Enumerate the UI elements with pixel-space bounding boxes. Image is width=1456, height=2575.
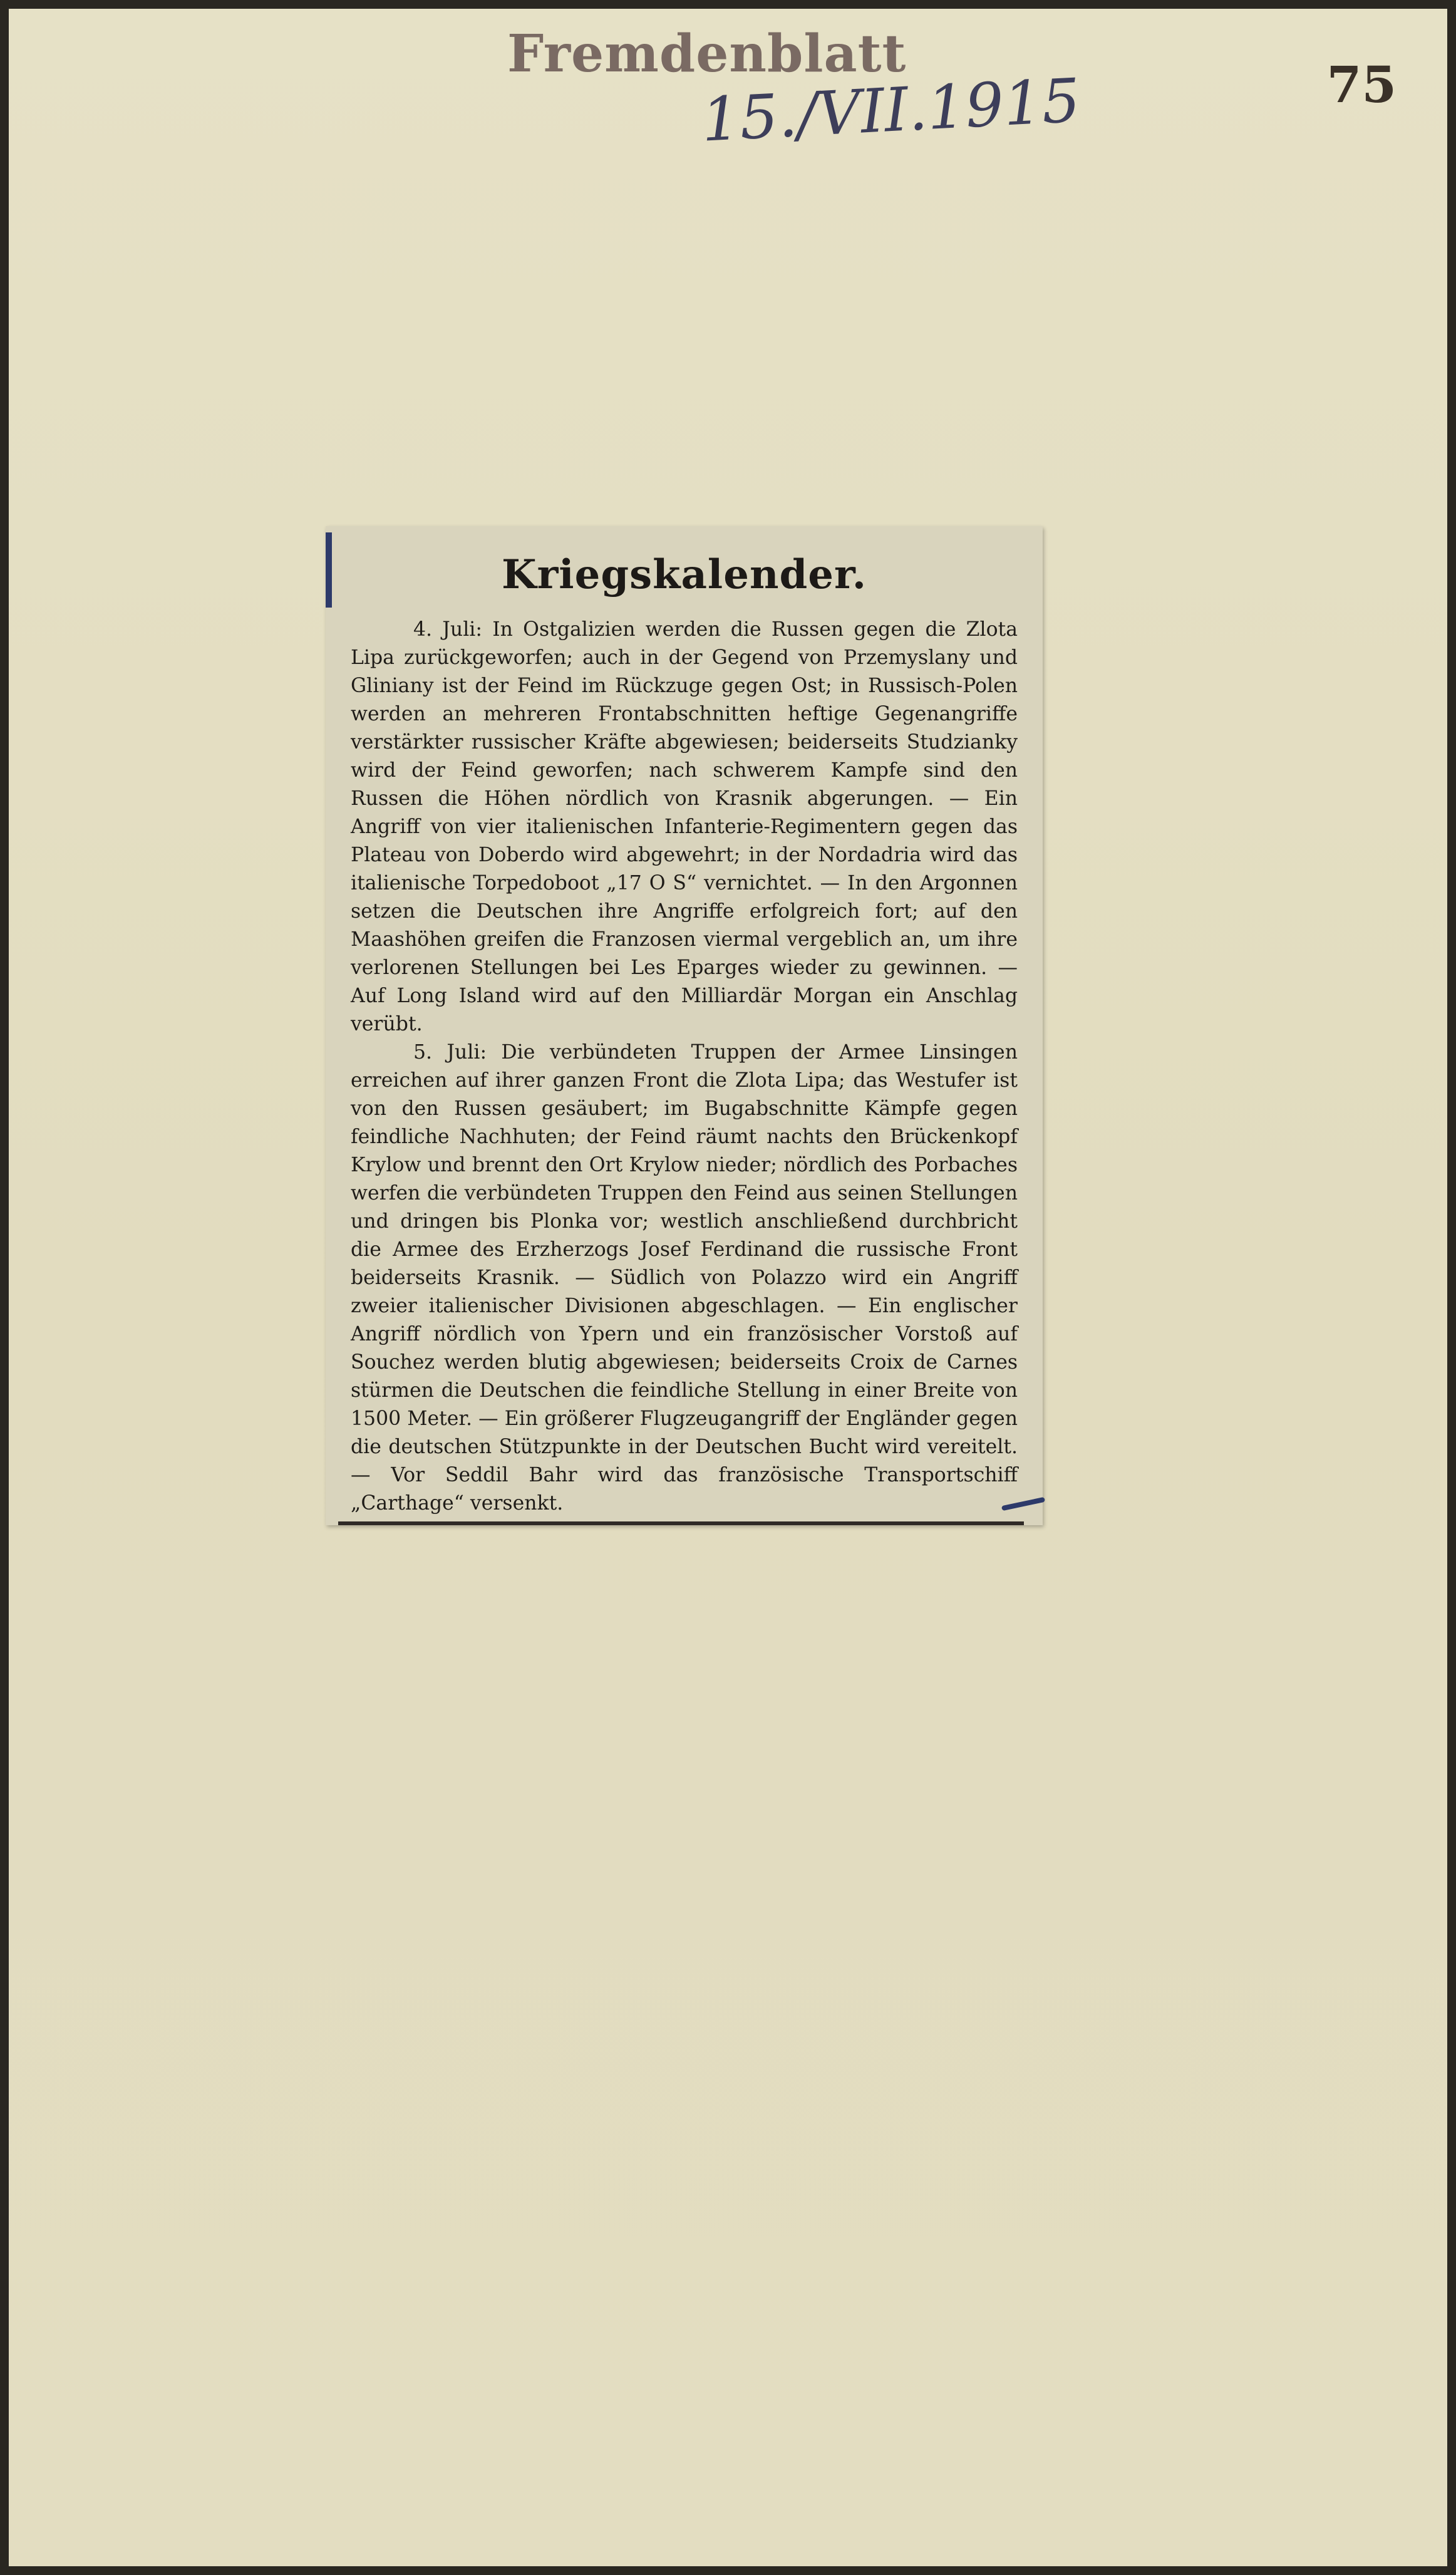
page-number: 75 [1326, 55, 1397, 114]
article-paragraph-july-5: 5. Juli: Die verbündeten Truppen der Armee Linsingen erreichen auf ihrer ganzen Front die Zlota Lipa; das Westufer ist von den Russen gesäubert; im Bugabschnitte Kämpfe gegen feindliche Nachhuten; der Feind räumt nachts den Brückenkopf Krylow und brennt den Ort Krylow nieder; nördlich des Porbaches werfen die verbündeten Truppen den Feind aus seinen Stellungen und dringen bis Plonka vor; westlich anschließend durchbricht die Armee des Erzherzogs Josef Ferdinand die russische Front beiderseits Krasnik. — Südlich von Polazzo wird ein Angriff zweier italienischer Divisionen abgeschlagen. — Ein englischer Angriff nördlich von Ypern und ein französischer Vorstoß auf Souchez werden blutig abgewiesen; beiderseits Croix de Carnes stürmen die Deutschen die feindliche Stellung in einer Breite von 1500 Meter. — Ein größerer Flugzeugangriff der Engländer gegen die deutschen Stützpunkte in der Deutschen Bucht wird vereitelt. — Vor Seddil Bahr wird das französische Transportschiff „Carthage“ versenkt. [351, 1041, 1018, 1515]
newspaper-clipping [326, 526, 1043, 1525]
newspaper-stamp: Fremdenblatt [507, 24, 907, 84]
article-paragraph-july-4: 4. Juli: In Ostgalizien werden die Russen gegen die Zlota Lipa zurückgeworfen; auch in der Gegend von Przemyslany und Gliniany ist der Feind im Rückzuge gegen Ost; in Russisch-Polen werden an mehreren Frontabschnitten heftige Gegenangriffe verstärkter russischer Kräfte abgewiesen; beiderseits Studzianky wird der Feind geworfen; nach schwerem Kampfe sind den Russen die Höhen nördlich von Krasnik abgerungen. — Ein Angriff von vier italienischen Infanterie-Regimentern gegen das Plateau von Doberdo wird abgewehrt; in der Nordadria wird das italienische Torpedoboot „17 O S“ vernichtet. — In den Argonnen setzen die Deutschen ihre Angriffe erfolgreich fort; auf den Maashöhen greifen die Franzosen viermal vergeblich an, um ihre verlorenen Stellungen bei Les Eparges wieder zu gewinnen. — Auf Long Island wird auf den Milliardär Morgan ein Anschlag verübt. [351, 618, 1018, 1035]
handwritten-date: 15./VII.1915 [700, 65, 1082, 155]
bottom-rule [338, 1521, 1024, 1525]
article-headline: Kriegskalender. [501, 551, 867, 598]
